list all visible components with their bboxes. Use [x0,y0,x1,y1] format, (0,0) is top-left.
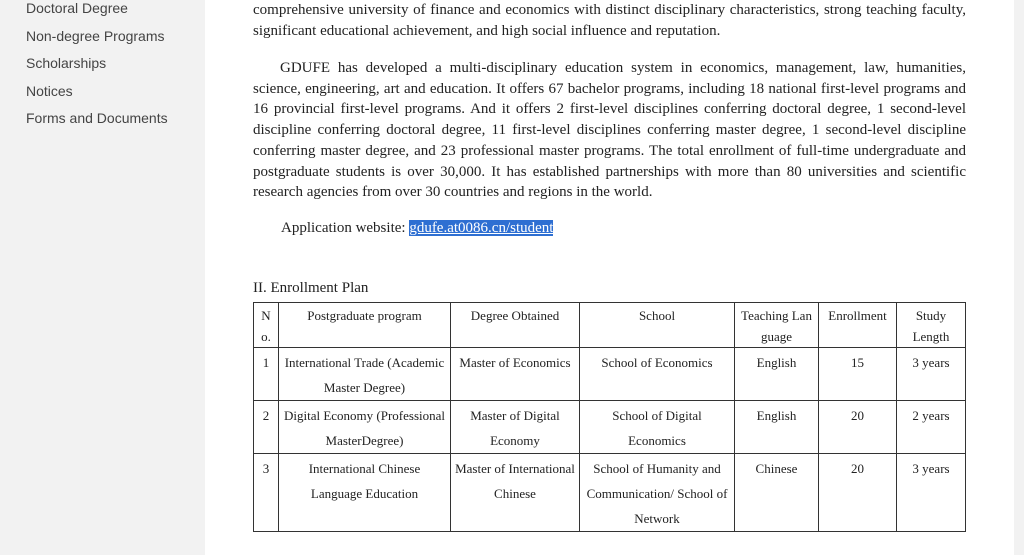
page-edge [1014,0,1024,555]
table-row [254,454,966,532]
sidebar-item-notices[interactable]: Notices [26,83,73,99]
header-degree: Degree Obtained [451,303,580,348]
paragraph-education-system: GDUFE has developed a multi-disciplinary education system in economics, management, law, humanities, science, engineering, art and education. It offers 67 bachelor programs, including 18 national first-level programs and 16 provincial first-level programs. And it offers 2 first-level disciplines conferring doctoral degree, 1 second-level discipline conferring doctoral degree, 11 first-level disciplines conferring master degree, 1 second-level discipline conferring master degree, and 23 professional master programs. The total enrollment of full-time undergraduate and postgraduate students is over 30,000. It has established partnerships with more than 80 universities and scientific research agencies from over 30 countries and regions in the world. [253,60,966,201]
cell-no: 1 [254,348,279,401]
table-row [254,401,966,454]
application-link[interactable]: gdufe.at0086.cn/student [409,220,554,236]
cell-enrollment: 20 [819,454,897,532]
table-row [254,348,966,401]
cell-school: School of Humanity and Communication/ School of Network [580,454,735,532]
application-label: Application website: [281,220,410,236]
application-website-line [281,218,553,238]
cell-degree: Master of Economics [451,348,580,401]
enrollment-plan-table [253,302,966,532]
section-title: II. Enrollment Plan [253,280,369,296]
cell-no: 3 [254,454,279,532]
cell-program: International Chinese Language Education [279,454,451,532]
cell-length: 2 years [897,401,966,454]
cell-length: 3 years [897,348,966,401]
table-header-row [254,303,966,348]
sidebar-item-non-degree-programs[interactable]: Non-degree Programs [26,28,165,44]
cell-enrollment: 20 [819,401,897,454]
header-no: No. [254,303,279,348]
header-school: School [580,303,735,348]
header-program: Postgraduate program [279,303,451,348]
cell-school: School of Economics [580,348,735,401]
header-length: Study Length [897,303,966,348]
cell-language: English [735,348,819,401]
sidebar-item-doctoral-degree[interactable]: Doctoral Degree [26,0,128,16]
cell-enrollment: 15 [819,348,897,401]
cell-language: English [735,401,819,454]
cell-school: School of Digital Economics [580,401,735,454]
header-enrollment: Enrollment [819,303,897,348]
sidebar [0,0,205,555]
cell-degree: Master of Digital Economy [451,401,580,454]
sidebar-item-scholarships[interactable]: Scholarships [26,55,107,71]
header-language: Teaching Language [735,303,819,348]
cell-degree: Master of International Chinese [451,454,580,532]
cell-program: Digital Economy (Professional MasterDegree) [279,401,451,454]
cell-no: 2 [254,401,279,454]
cell-length: 3 years [897,454,966,532]
cell-language: Chinese [735,454,819,532]
paragraph-intro: comprehensive university of finance and economics with distinct disciplinary characteristics, strong teaching faculty, significant educational achievement, and high social influence and reputation. [253,2,966,39]
cell-program: International Trade (Academic Master Degree) [279,348,451,401]
sidebar-item-forms-and-documents[interactable]: Forms and Documents [26,110,168,126]
